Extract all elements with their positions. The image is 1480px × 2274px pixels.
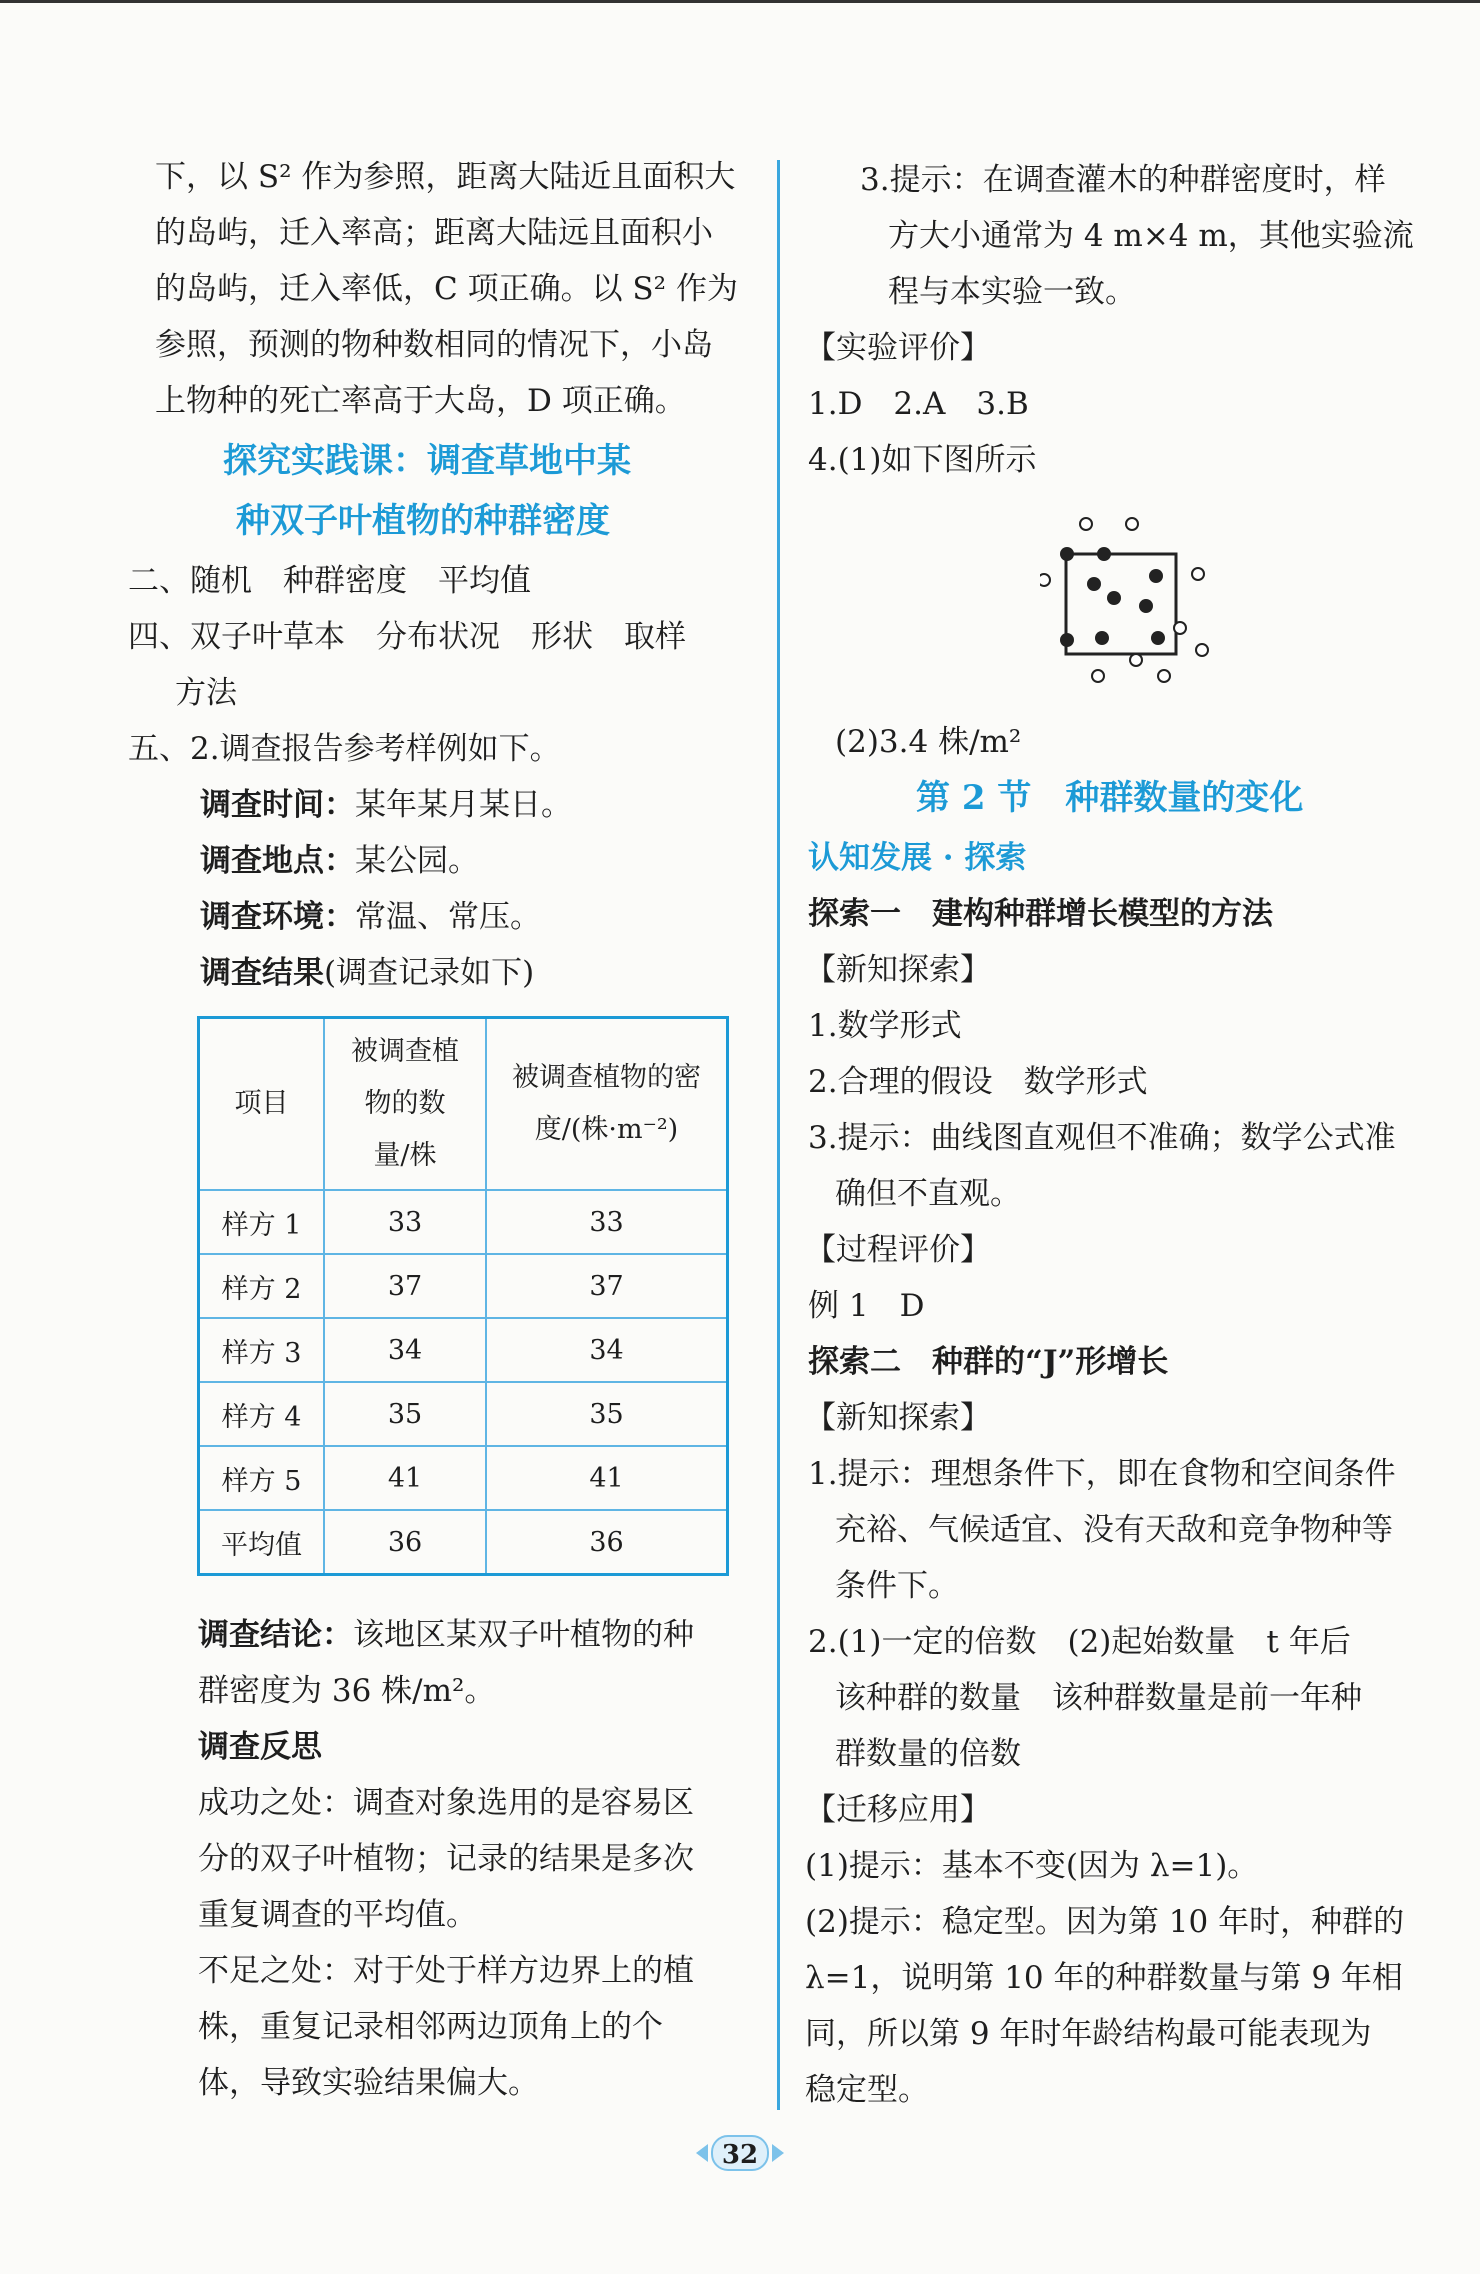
table-header-cell: 被调查植物的密 度/(株·m⁻²) — [486, 1018, 728, 1191]
text-line: 重复调查的平均值。 — [198, 1897, 477, 1933]
section-title: 种双子叶植物的种群密度 — [236, 501, 610, 541]
answer-line: 四、双子叶草本 分布状况 形状 取样 — [128, 619, 686, 655]
value: 该地区某双子叶植物的种 — [353, 1617, 694, 1653]
table-row: 样方 2 37 37 — [199, 1254, 728, 1318]
report-result — [200, 953, 534, 993]
text-line: 群密度为 36 株/m²。 — [198, 1673, 496, 1709]
report-time — [200, 785, 572, 825]
text-line: 稳定型。 — [805, 2072, 929, 2108]
conclusion — [198, 1615, 694, 1655]
table-row: 样方 3 34 34 — [199, 1318, 728, 1382]
explore-title: 探索一 建构种群增长模型的方法 — [808, 896, 1273, 932]
answer-line: 二、随机 种群密度 平均值 — [128, 563, 531, 599]
table-header-row — [199, 1018, 728, 1191]
text-line: (1)提示：基本不变(因为 λ=1)。 — [805, 1848, 1259, 1884]
text-line: 株，重复记录相邻两边顶角上的个 — [198, 2009, 663, 2045]
report-env — [200, 897, 541, 937]
text-line: 体，导致实验结果偏大。 — [198, 2065, 539, 2101]
text-line: 4.(1)如下图所示 — [808, 442, 1037, 478]
text-line: 2.合理的假设 数学形式 — [808, 1064, 1148, 1100]
text-line: 成功之处：调查对象选用的是容易区 — [198, 1785, 694, 1821]
column-divider — [777, 160, 780, 2110]
section-heading: 【新知探索】 — [805, 1400, 991, 1436]
answer-line: 五、2.调查报告参考样例如下。 — [128, 731, 561, 767]
reflection-label: 调查反思 — [198, 1729, 322, 1765]
section-heading: 【新知探索】 — [805, 952, 991, 988]
text-line: 充裕、气候适宜、没有天敌和竞争物种等 — [835, 1512, 1393, 1548]
text-line: 条件下。 — [835, 1568, 959, 1604]
quadrat-diagram — [1040, 510, 1220, 690]
text-line: 分的双子叶植物；记录的结果是多次 — [198, 1841, 694, 1877]
text-line: 下，以 S² 作为参照，距离大陆近且面积大 — [155, 159, 736, 195]
text-line: 不足之处：对于处于样方边界上的植 — [198, 1953, 694, 1989]
label: 调查结论： — [198, 1617, 353, 1653]
section-heading: 【迁移应用】 — [805, 1792, 991, 1828]
section-heading: 【过程评价】 — [805, 1232, 991, 1268]
text-line: 同，所以第 9 年时年龄结构最可能表现为 — [805, 2016, 1372, 2052]
text-line: 的岛屿，迁入率低，C 项正确。以 S² 作为 — [155, 271, 738, 307]
text-line: 程与本实验一致。 — [888, 274, 1136, 310]
text-line: 参照，预测的物种数相同的情况下，小岛 — [155, 327, 713, 363]
table-header-cell: 项目 — [199, 1018, 325, 1191]
section-title: 第 2 节 种群数量的变化 — [916, 778, 1304, 818]
text-line: 3.提示：曲线图直观但不准确；数学公式准 — [808, 1120, 1396, 1156]
section-title: 探究实践课：调查草地中某 — [223, 441, 631, 481]
label: 调查时间： — [200, 787, 355, 823]
table-row: 平均值 36 36 — [199, 1510, 728, 1575]
table-row: 样方 4 35 35 — [199, 1382, 728, 1446]
text-line: 方大小通常为 4 m×4 m，其他实验流 — [888, 218, 1414, 254]
text-line: 的岛屿，迁入率高；距离大陆远且面积小 — [155, 215, 713, 251]
text-line: 群数量的倍数 — [835, 1736, 1021, 1772]
explore-title: 探索二 种群的“J”形增长 — [808, 1344, 1169, 1380]
table-row: 样方 1 33 33 — [199, 1190, 728, 1254]
text-line: λ=1，说明第 10 年的种群数量与第 9 年相 — [805, 1960, 1403, 1996]
answer-line: 方法 — [175, 675, 237, 711]
section-heading: 【实验评价】 — [805, 330, 991, 366]
label: 调查环境： — [200, 899, 355, 935]
text-line: (2)提示：稳定型。因为第 10 年时，种群的 — [805, 1904, 1405, 1940]
page-number: 32 — [721, 2140, 759, 2170]
page-number-badge — [690, 2128, 790, 2178]
text-line: 上物种的死亡率高于大岛，D 项正确。 — [155, 383, 686, 419]
value: (调查记录如下) — [324, 955, 535, 991]
text-line: 1.提示：理想条件下，即在食物和空间条件 — [808, 1456, 1396, 1492]
text-line: 2.(1)一定的倍数 (2)起始数量 t 年后 — [808, 1624, 1351, 1660]
label: 调查地点： — [200, 843, 355, 879]
value: 某公园。 — [355, 843, 479, 879]
label: 调查结果 — [200, 955, 324, 991]
text-line: (2)3.4 株/m² — [835, 724, 1022, 760]
survey-table — [197, 1016, 729, 1576]
text-line: 1.D 2.A 3.B — [808, 386, 1029, 422]
report-place — [200, 841, 479, 881]
text-line: 该种群的数量 该种群数量是前一年种 — [835, 1680, 1362, 1716]
value: 常温、常压。 — [355, 899, 541, 935]
text-line: 确但不直观。 — [835, 1176, 1021, 1212]
table-header-cell: 被调查植 物的数 量/株 — [324, 1018, 486, 1191]
value: 某年某月某日。 — [355, 787, 572, 823]
table-row: 样方 5 41 41 — [199, 1446, 728, 1510]
plants-inside — [1060, 547, 1165, 647]
text-line: 1.数学形式 — [808, 1008, 962, 1044]
text-line: 例 1 D — [808, 1288, 925, 1324]
text-line: 3.提示：在调查灌木的种群密度时，样 — [860, 162, 1386, 198]
top-rule — [0, 0, 1480, 3]
sub-title: 认知发展 · 探索 — [808, 840, 1027, 876]
